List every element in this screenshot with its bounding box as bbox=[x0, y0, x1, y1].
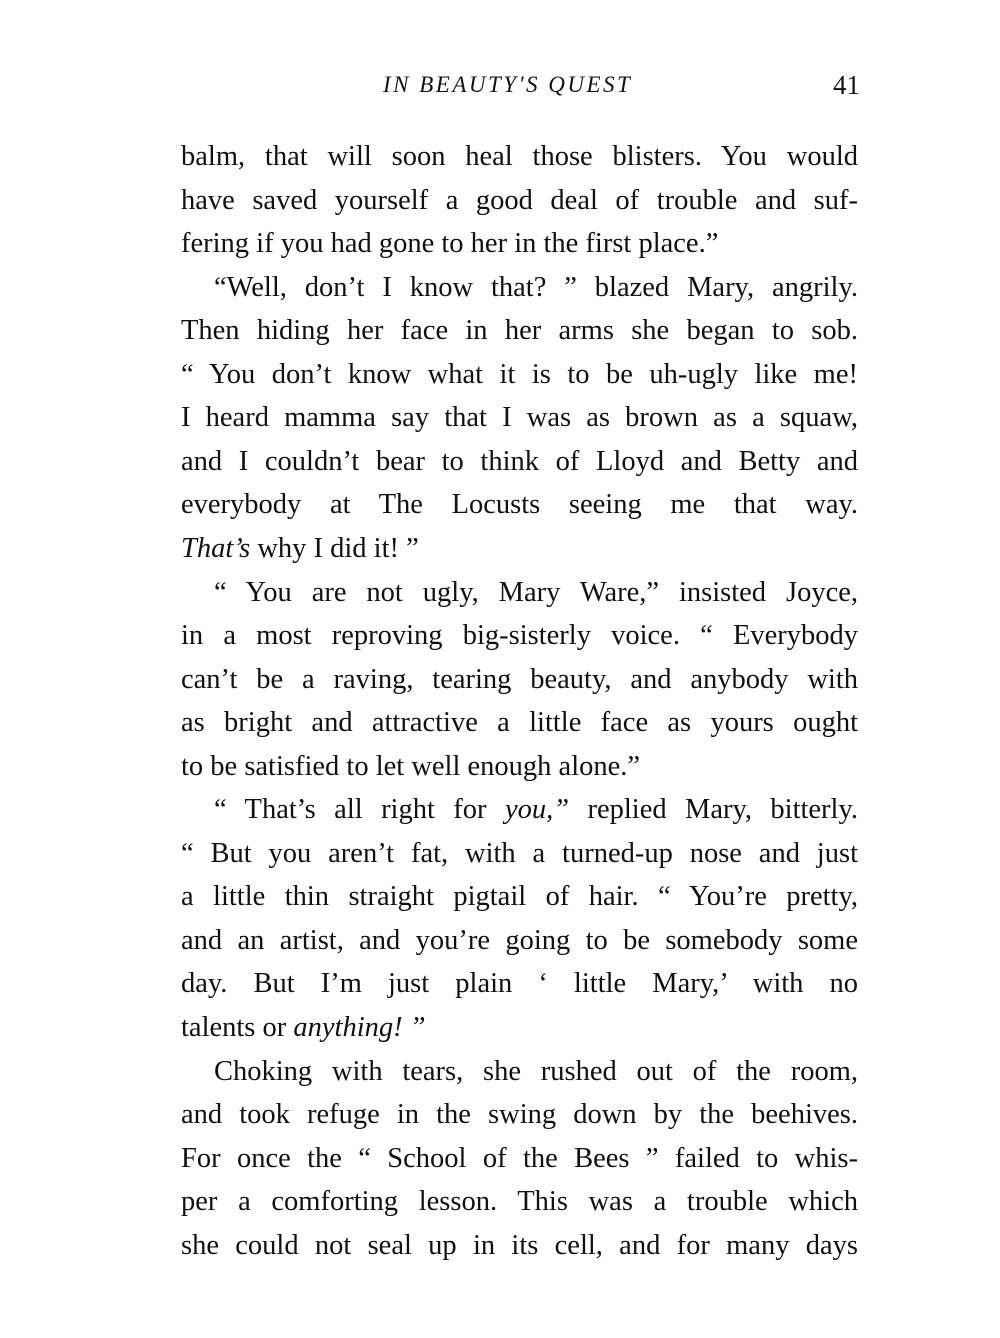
text-segment: replied Mary, bitterly. bbox=[569, 794, 858, 826]
text-line bbox=[181, 962, 858, 1005]
text-line bbox=[181, 832, 858, 875]
text-line bbox=[214, 1050, 858, 1093]
text-segment: why I did it! ” bbox=[250, 533, 419, 564]
text-line bbox=[181, 875, 858, 918]
text-line bbox=[181, 179, 858, 222]
text-segment: everybody at The Locusts seeing me that way. bbox=[181, 489, 858, 521]
text-segment: as bright and attractive a little face as yours ought bbox=[181, 707, 858, 739]
page-number: 41 bbox=[833, 70, 860, 100]
text-line bbox=[181, 440, 858, 483]
text-line bbox=[214, 571, 858, 614]
text-line bbox=[181, 1224, 858, 1267]
text-segment: and an artist, and you’re going to be somebody some bbox=[181, 924, 858, 956]
text-line bbox=[181, 527, 858, 570]
text-line bbox=[181, 658, 858, 701]
text-line bbox=[181, 353, 858, 396]
text-line bbox=[181, 745, 858, 788]
text-segment: she could not seal up in its cell, and for many days bbox=[181, 1229, 858, 1261]
text-segment: fering if you had gone to her in the first place.” bbox=[181, 228, 719, 260]
text-segment: balm, that will soon heal those blisters. You would bbox=[181, 141, 858, 172]
text-segment: Choking with tears, she rushed out of the room, bbox=[214, 1055, 858, 1087]
text-line bbox=[181, 309, 858, 352]
text-segment: I heard mamma say that I was as brown as a squaw, bbox=[181, 402, 858, 434]
text-segment: per a comforting lesson. This was a trouble which bbox=[181, 1186, 858, 1218]
text-segment: a little thin straight pigtail of hair. “ You’re pretty, bbox=[181, 881, 858, 913]
text-line bbox=[181, 614, 858, 657]
text-line bbox=[181, 135, 858, 178]
text-line bbox=[214, 266, 858, 309]
text-segment: in a most reproving big-sisterly voice. “ Everybody bbox=[181, 620, 858, 651]
text-segment: “ That’s all right for bbox=[214, 794, 505, 826]
text-segment: to be satisfied to let well enough alone.” bbox=[181, 750, 641, 782]
text-line bbox=[214, 788, 858, 831]
text-line bbox=[181, 396, 858, 439]
text-line bbox=[181, 1180, 858, 1223]
text-line bbox=[181, 1137, 858, 1180]
text-line bbox=[181, 701, 858, 744]
text-segment: Then hiding her face in her arms she began to sob. bbox=[181, 315, 858, 347]
text-segment: have saved yourself a good deal of trouble and suf- bbox=[181, 184, 858, 216]
text-line bbox=[181, 222, 858, 265]
text-line bbox=[181, 483, 858, 526]
text-segment: day. But I’m just plain ‘ little Mary,’ with no bbox=[181, 968, 858, 1000]
text-segment: “ You don’t know what it is to be uh-ugly like me! bbox=[181, 358, 858, 390]
text-segment: can’t be a raving, tearing beauty, and anybody with bbox=[181, 663, 858, 695]
text-segment: and took refuge in the swing down by the beehives. bbox=[181, 1099, 858, 1131]
text-segment: talents or bbox=[181, 1012, 294, 1043]
running-head: IN BEAUTY'S QUEST bbox=[383, 72, 633, 97]
text-line bbox=[181, 1006, 858, 1049]
italic-segment: That’s bbox=[181, 533, 251, 564]
text-segment: “Well, don’t I know that? ” blazed Mary, angrily. bbox=[214, 271, 858, 303]
italic-segment: anything! ” bbox=[293, 1012, 426, 1043]
text-segment: “ You are not ugly, Mary Ware,” insisted Joyce, bbox=[214, 576, 858, 608]
text-segment: “ But you aren’t fat, with a turned-up nose and just bbox=[181, 837, 858, 869]
text-segment: For once the “ School of the Bees ” failed to whis- bbox=[181, 1142, 858, 1174]
text-segment: and I couldn’t bear to think of Lloyd and Betty and bbox=[181, 445, 858, 477]
text-line bbox=[181, 1093, 858, 1136]
text-line bbox=[181, 919, 858, 962]
italic-segment: you,” bbox=[504, 794, 570, 826]
